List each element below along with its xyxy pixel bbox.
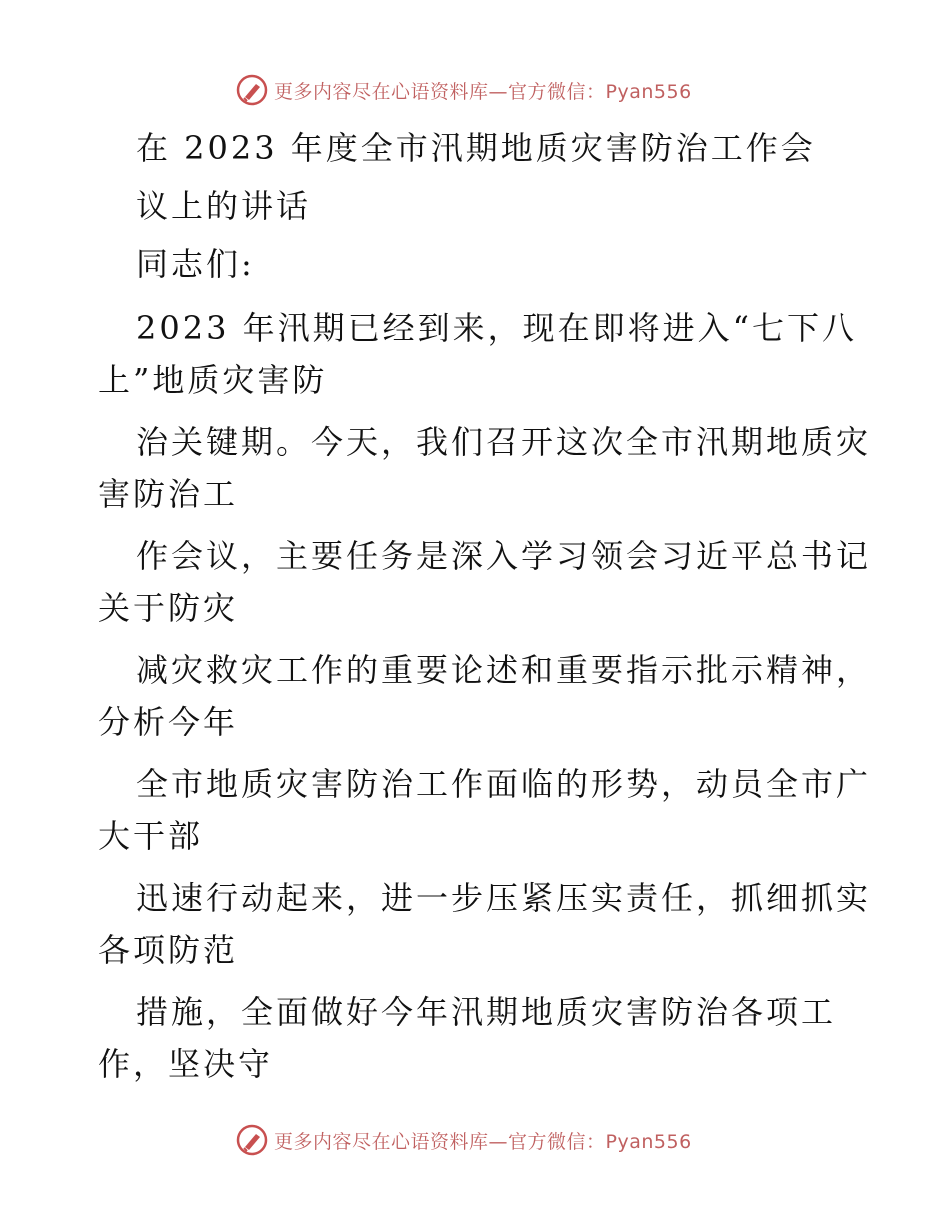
paragraph-line: 治关键期。今天，我们召开这次全市汛期地质灾 [136,423,872,461]
footer-watermark [236,1122,692,1158]
paragraph-line: 2023 年汛期已经到来，现在即将进入“七下八 [136,309,857,347]
title-line-2: 议上的讲话 [136,187,312,225]
paragraph-line: 分析今年 [98,703,239,741]
paragraph-line: 措施，全面做好今年汛期地质灾害防治各项工 [136,993,837,1031]
paragraph-line: 上”地质灾害防 [98,361,328,399]
header-watermark [236,72,692,108]
paragraph-line: 害防治工 [98,475,239,513]
paragraph-line: 全市地质灾害防治工作面临的形势，动员全市广 [136,765,872,803]
watermark-text: 更多内容尽在心语资料库—官方微信：Pyan556 [274,80,692,103]
watermark-text: 更多内容尽在心语资料库—官方微信：Pyan556 [274,1130,692,1153]
salutation: 同志们: [136,245,255,283]
paragraph-line: 作，坚决守 [98,1045,274,1083]
paragraph-line: 关于防灾 [98,589,239,627]
paragraph-line: 迅速行动起来，进一步压紧压实责任，抓细抓实 [136,879,872,917]
paragraph-line: 各项防范 [98,931,239,969]
title-line-1: 在 2023 年度全市汛期地质灾害防治工作会 [136,129,816,167]
pen-nib-seal-icon [236,74,268,106]
paragraph-line: 作会议，主要任务是深入学习领会习近平总书记 [136,537,872,575]
paragraph-line: 减灾救灾工作的重要论述和重要指示批示精神， [136,651,872,689]
paragraph-line: 大干部 [98,817,204,855]
pen-nib-seal-icon [236,1124,268,1156]
